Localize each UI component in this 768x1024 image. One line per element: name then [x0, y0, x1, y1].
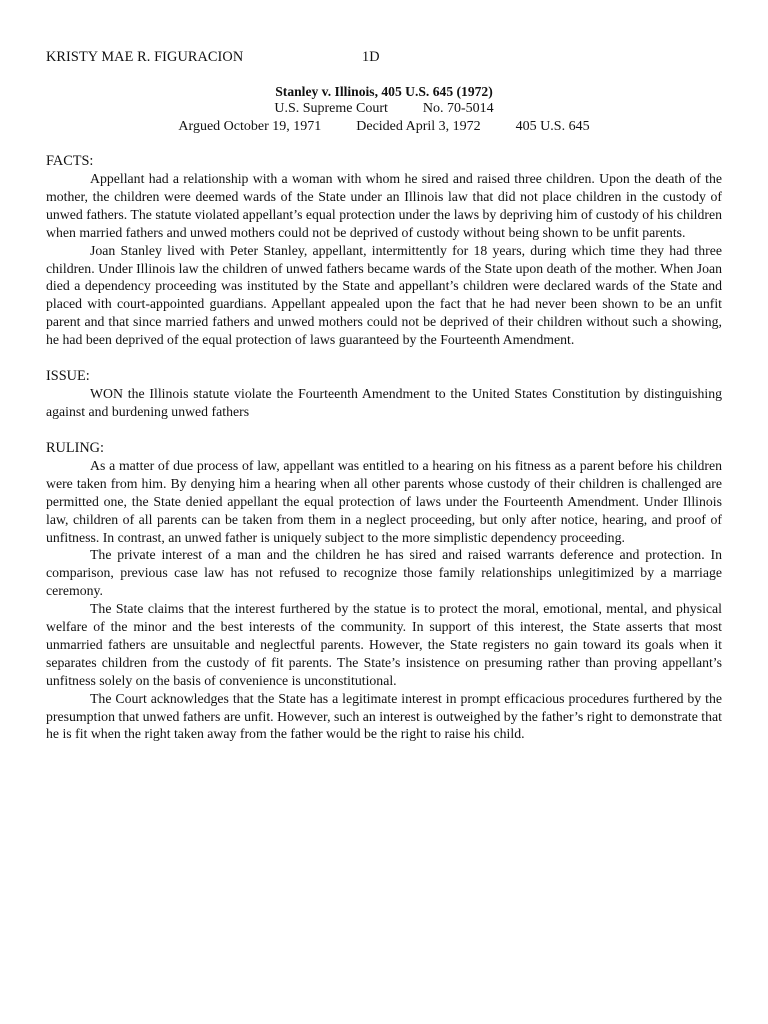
- issue-heading: ISSUE:: [46, 368, 90, 385]
- student-name: KRISTY MAE R. FIGURACION: [46, 49, 244, 65]
- ruling-paragraph: The private interest of a man and the children he has sired and raised warrants deference and protection. In comparison, previous case law has not refused to recognize those family relationships unlegitimized by a marriage ceremony.: [46, 547, 722, 599]
- document-header: [46, 48, 722, 66]
- facts-heading: FACTS:: [46, 153, 94, 169]
- class-section: 1D: [362, 49, 380, 65]
- case-title: Stanley v. Illinois, 405 U.S. 645 (1972): [275, 84, 493, 99]
- document-page: [46, 48, 722, 743]
- ruling-paragraph: The Court acknowledges that the State has a legitimate interest in prompt efficacious procedures furthered by the presumption that unwed fathers are unfit. However, such an interest is outweighed by the father’s right to demonstrate that he is fit when the right taken away from the father would be the right to raise his child.: [46, 690, 722, 742]
- facts-paragraph: Appellant had a relationship with a woman with whom he sired and raised three children. Upon the death of the mother, the children were deemed wards of the State under an Illinois law that did not place children in the custody of unwed fathers. The statute violated appellant’s equal protection under the laws by depriving him of custody of his children when married fathers and unwed mothers could not be deprived of custody without being shown to be unfit parents.: [46, 171, 722, 240]
- case-dates-line: Argued October 19, 1971 Decided April 3, 1972 405 U.S. 645: [178, 119, 590, 134]
- ruling-paragraph: The State claims that the interest furthered by the statue is to protect the moral, emotional, mental, and physical welfare of the minor and the best interests of the community. In support of this interest, the State asserts that most unmarried fathers are unsuitable and neglectful parents. However, the State registers no gain toward its goals when it separates children from the custody of fit parents. The State’s insistence on presuming rather than proving appellant’s unfitness solely on the basis of convenience is unconstitutional.: [46, 601, 722, 688]
- case-court-line: U.S. Supreme Court No. 70-5014: [274, 101, 494, 116]
- ruling-paragraph: As a matter of due process of law, appellant was entitled to a hearing on his fitness as a parent before his children were taken from him. By denying him a hearing when all other parents whose custody of their children is challenged are permitted one, the State denied appellant the equal protection of laws under the Fourteenth Amendment. Under Illinois law, children of all parents can be taken from them in a neglect proceeding, but only after notice, hearing, and proof of unfitness. In contrast, an unwed father is uniquely subject to the more simplistic dependency proceeding.: [46, 457, 722, 545]
- issue-paragraph: WON the Illinois statute violate the Fourteenth Amendment to the United States Constitution by distinguishing against and burdening unwed fathers: [46, 386, 722, 419]
- ruling-heading: RULING:: [46, 439, 104, 456]
- facts-paragraph: Joan Stanley lived with Peter Stanley, appellant, intermittently for 18 years, during which time they had three children. Under Illinois law the children of unwed fathers became wards of the State upon death of the mother. When Joan died a dependency proceeding was instituted by the State and appellant’s children were declared wards of the State and placed with court-appointed guardians. Appellant appealed upon the fact that he had never been shown to be an unfit parent and that since married fathers and unwed mothers could not be deprived of their children without such a showing, he had been deprived of the equal protection of laws guaranteed by the Fourteenth Amendment.: [46, 242, 722, 348]
